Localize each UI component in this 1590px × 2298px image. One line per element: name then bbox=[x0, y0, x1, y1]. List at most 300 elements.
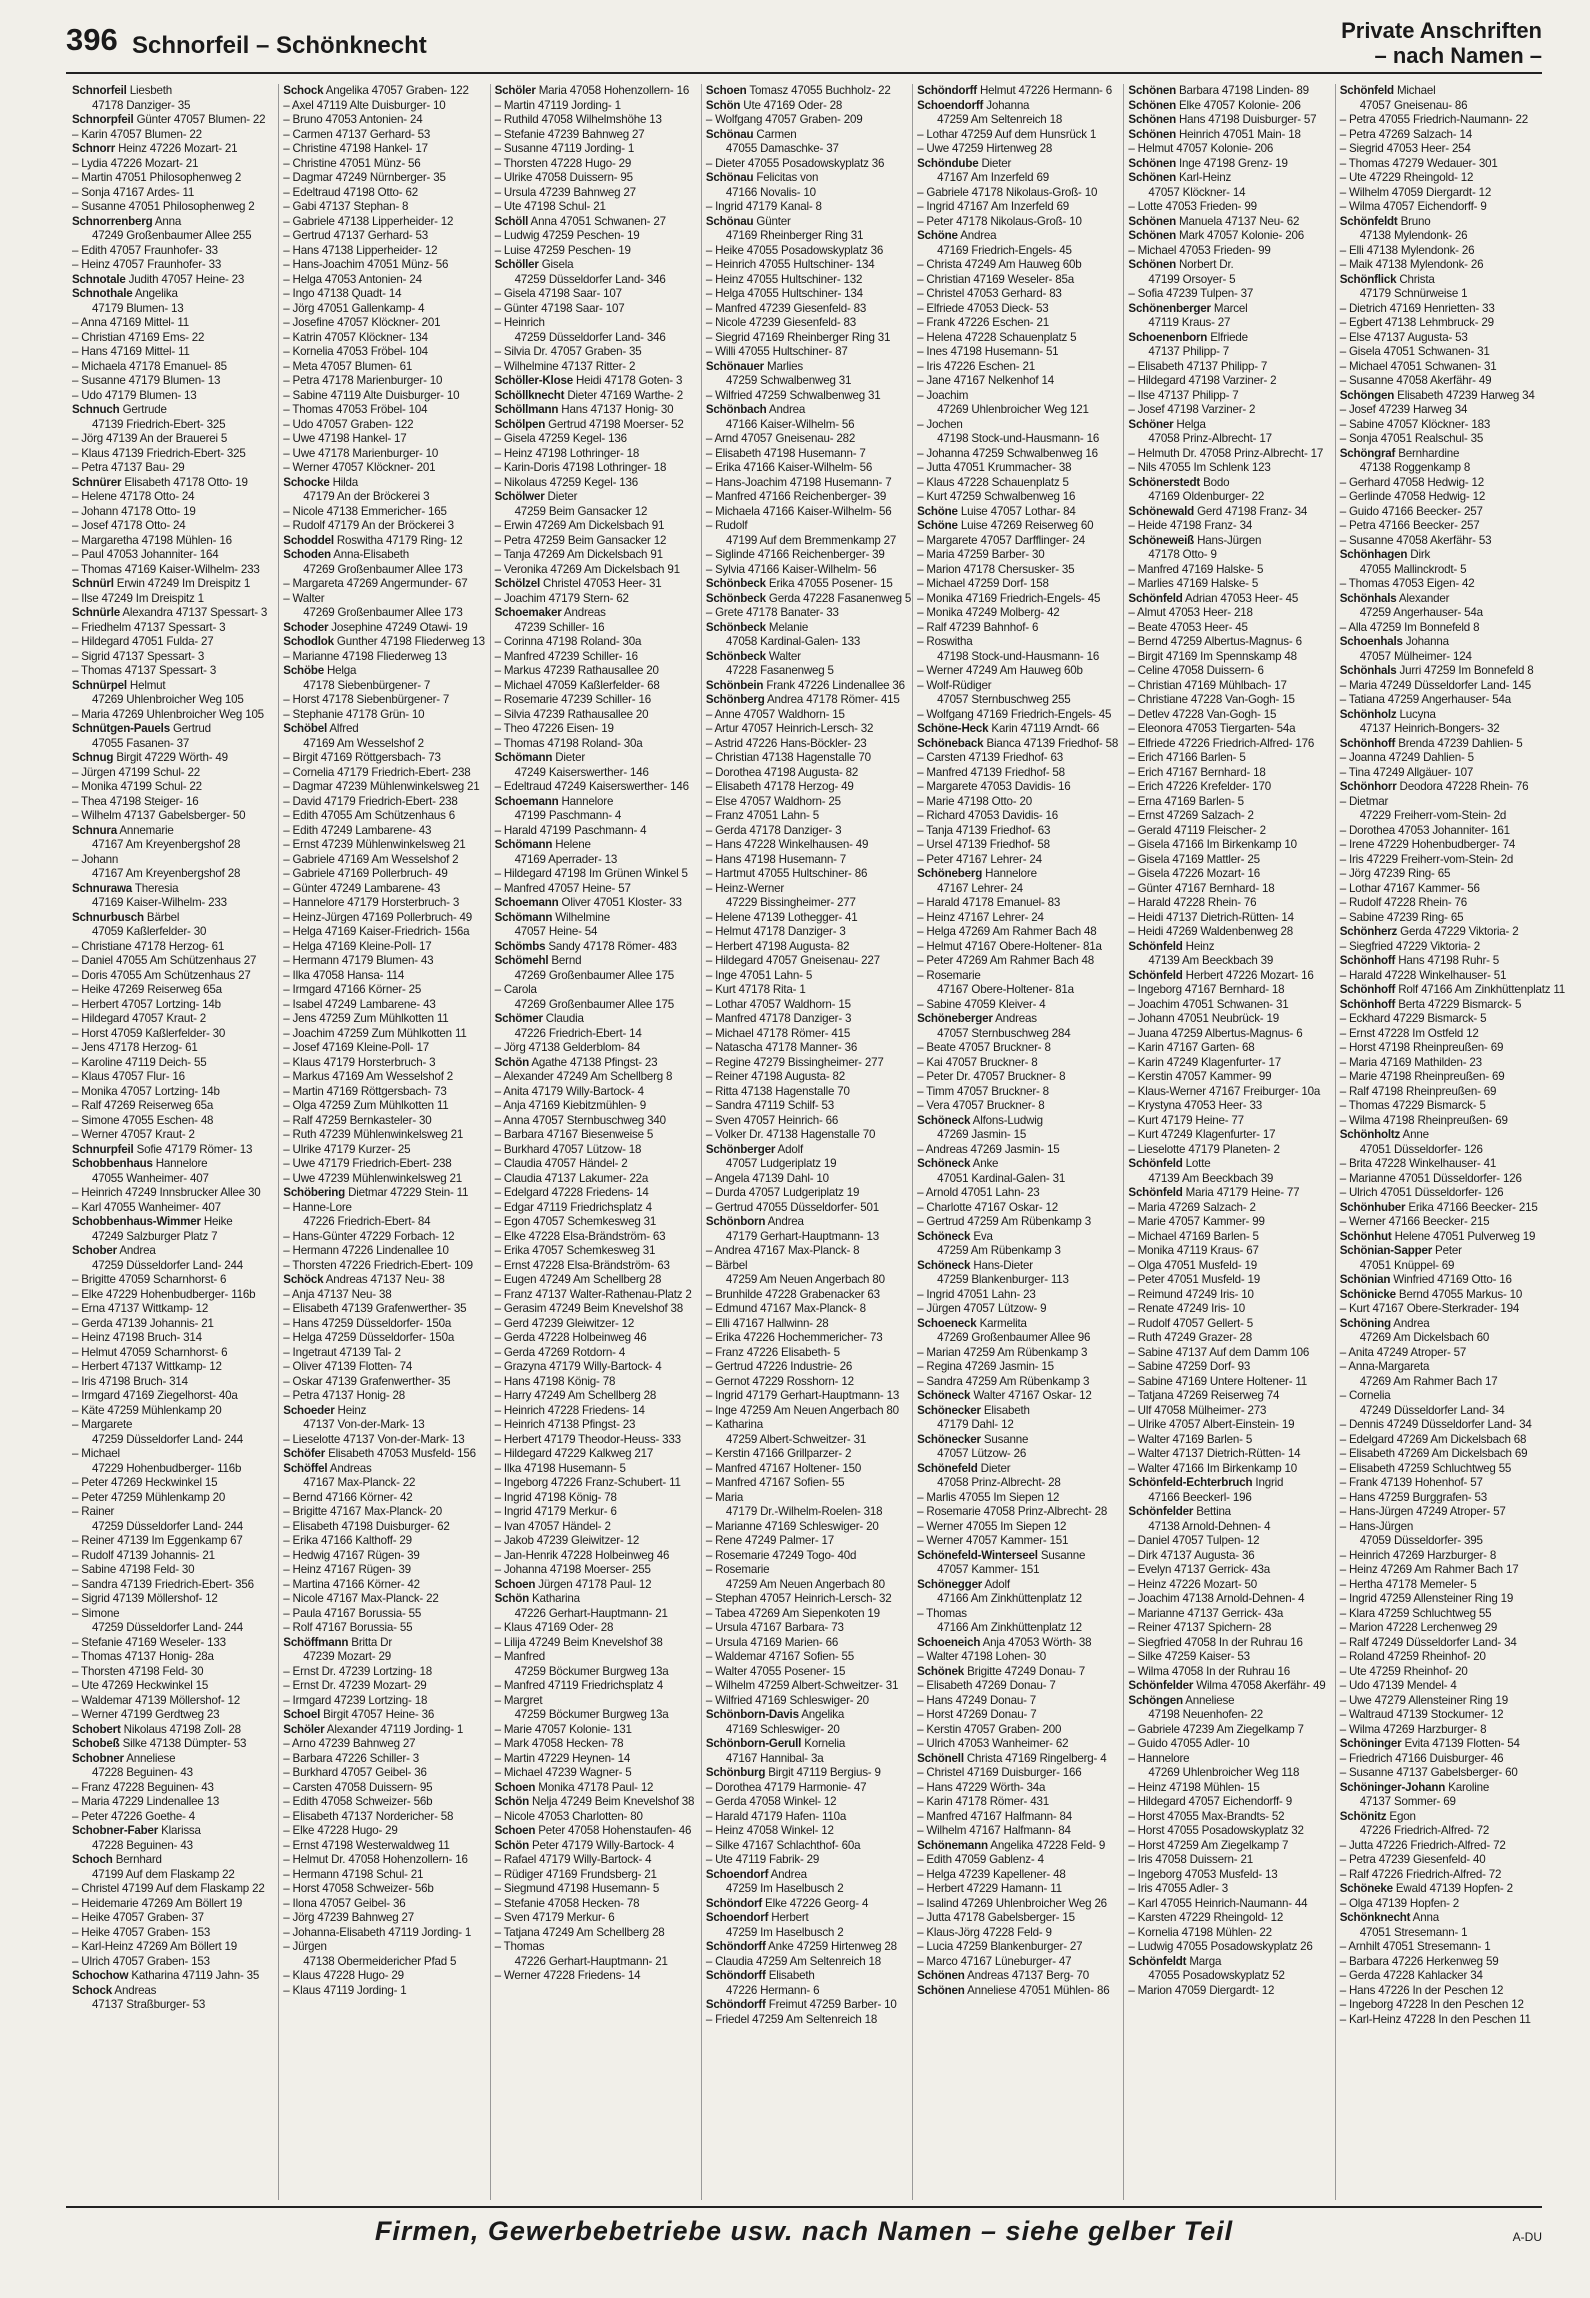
entry-detail: Anneliese 47051 Mühlen- 86 bbox=[964, 1983, 1110, 1997]
directory-subentry: – Dieter 47055 Posadowskyplatz 36 bbox=[705, 156, 885, 170]
directory-subentry: – Uwe 47179 Friedrich-Ebert- 238 bbox=[283, 1157, 452, 1170]
address-continuation: 47179 Dahl- 12 bbox=[937, 1418, 1014, 1431]
entry-detail: Gisela bbox=[538, 258, 574, 271]
address-continuation: 47269 Am Dickelsbach 60 bbox=[1359, 1331, 1490, 1344]
directory-subentry: – Eugen 47249 Am Schellberg 28 bbox=[494, 1273, 662, 1286]
directory-entry bbox=[72, 911, 274, 926]
directory-subentry: – Regine 47279 Bissingheimer- 277 bbox=[705, 1055, 884, 1069]
directory-subentry: – Heike 47269 Reiserweg 65a bbox=[72, 983, 222, 996]
directory-subentry: – Heinrich 47055 Hultschiner- 134 bbox=[705, 258, 875, 271]
directory-entry bbox=[1340, 447, 1542, 462]
entry-detail: Kornelia bbox=[801, 1737, 846, 1750]
directory-entry bbox=[495, 490, 697, 505]
directory-subentry: – Hans-Joachim 47198 Husemann- 7 bbox=[705, 475, 892, 489]
directory-subentry: – Gerda 47228 Kahlacker 34 bbox=[1339, 1969, 1483, 1982]
directory-entry bbox=[917, 1462, 1119, 1477]
directory-entry bbox=[917, 1404, 1119, 1419]
surname: Schöngen bbox=[1128, 1693, 1183, 1707]
directory-entry bbox=[495, 258, 697, 273]
directory-entry bbox=[1128, 157, 1330, 172]
entry-detail: Maria 47179 Heine- 77 bbox=[1182, 1186, 1300, 1199]
entry-detail: Karin 47119 Arndt- 66 bbox=[988, 722, 1100, 735]
directory-subentry: – Gerlinde 47058 Hedwig- 12 bbox=[1339, 490, 1486, 503]
entry-detail: Luise 47057 Lothar- 84 bbox=[957, 504, 1076, 518]
surname: Schöneberger bbox=[917, 1012, 993, 1025]
surname: Schönau bbox=[705, 171, 754, 184]
directory-subentry: – Nils 47055 Im Schlenk 123 bbox=[1128, 461, 1271, 474]
directory-entry bbox=[72, 476, 274, 491]
surname: Schönhals bbox=[1339, 664, 1397, 677]
directory-subentry: – Oskar 47139 Grafenwerther- 35 bbox=[283, 1374, 451, 1388]
directory-subentry: – Katrin 47057 Klöckner- 134 bbox=[283, 330, 428, 344]
directory-entry bbox=[917, 1259, 1119, 1274]
directory-subentry: – Juana 47259 Albertus-Magnus- 6 bbox=[1128, 1026, 1303, 1040]
directory-subentry: – Ursel 47139 Friedhof- 58 bbox=[917, 838, 1050, 851]
entry-detail: Andreas bbox=[327, 1461, 372, 1475]
directory-subentry: – Reiner 47137 Spichern- 28 bbox=[1128, 1621, 1272, 1634]
surname: Schönicke bbox=[1339, 1287, 1396, 1301]
directory-entry bbox=[1340, 389, 1542, 404]
address-continuation: 47259 Im Haselbusch 2 bbox=[725, 1925, 844, 1939]
directory-subentry: – Sandra 47119 Schilf- 53 bbox=[705, 1099, 835, 1112]
directory-entry bbox=[917, 1114, 1119, 1129]
directory-subentry: – Joachim 47138 Arnold-Dehnen- 4 bbox=[1128, 1592, 1305, 1605]
entry-detail: Hilda bbox=[329, 475, 359, 489]
directory-subentry: – Harald 47228 Winkelhauser- 51 bbox=[1339, 968, 1507, 982]
address-continuation: 47249 Düsseldorfer Land- 34 bbox=[1359, 1403, 1505, 1417]
directory-subentry: – Gertrud 47259 Am Rübenkamp 3 bbox=[917, 1215, 1091, 1228]
surname: Schoder bbox=[283, 620, 329, 634]
surname: Schöler bbox=[494, 84, 536, 97]
directory-entry bbox=[72, 882, 274, 897]
entry-detail: Liesbeth bbox=[126, 84, 172, 97]
directory-subentry: – Wolf-Rüdiger bbox=[917, 678, 992, 692]
surname: Schocke bbox=[283, 475, 330, 489]
entry-detail: Brigitte 47249 Donau- 7 bbox=[964, 1664, 1085, 1678]
directory-subentry: – Werner 47228 Friedens- 14 bbox=[494, 1969, 641, 1982]
surname: Schönbeck bbox=[705, 620, 766, 634]
surname: Schnurpfeil bbox=[72, 1142, 134, 1156]
entry-detail: Anneliese bbox=[123, 1751, 176, 1765]
directory-subentry: – Sabine 47239 Ring- 65 bbox=[1339, 910, 1464, 924]
directory-subentry: – Alexander 47249 Am Schellberg 8 bbox=[494, 1070, 673, 1083]
directory-entry bbox=[1340, 635, 1542, 650]
address-continuation: 47058 Kardinal-Galen- 133 bbox=[725, 635, 861, 648]
surname: Schöndorff bbox=[705, 1969, 766, 1982]
directory-subentry: – Ingeborg 47228 In den Peschen 12 bbox=[1339, 1998, 1524, 2011]
directory-subentry: – Maria bbox=[705, 1490, 744, 1504]
entry-detail: Marga bbox=[1186, 1954, 1222, 1968]
directory-subentry: – Christel 47169 Duisburger- 166 bbox=[917, 1766, 1082, 1779]
directory-subentry: – Tatiana 47259 Angerhauser- 54a bbox=[1339, 693, 1511, 706]
surname: Schoenenborn bbox=[1128, 330, 1208, 344]
directory-subentry: – Carsten 47058 Duissern- 95 bbox=[283, 1780, 433, 1794]
surname: Schönherz bbox=[1339, 925, 1398, 938]
directory-subentry: – Klaus-Jörg 47228 Feld- 9 bbox=[917, 1925, 1052, 1939]
surname: Schönknecht bbox=[1339, 1911, 1411, 1924]
address-continuation: 47169 Kaiser-Wilhelm- 233 bbox=[92, 896, 227, 909]
directory-subentry: – Andreas 47269 Jasmin- 15 bbox=[917, 1142, 1060, 1156]
directory-subentry: – Manfred 47057 Heine- 57 bbox=[494, 881, 631, 895]
directory-subentry: – Birgit 47169 Röttgersbach- 73 bbox=[283, 751, 441, 764]
surname: Schöll bbox=[494, 214, 529, 228]
directory-entry bbox=[72, 1969, 274, 1984]
address-continuation: 47167 Max-Planck- 22 bbox=[303, 1476, 416, 1489]
directory-subentry: – Petra 47178 Marienburger- 10 bbox=[283, 374, 443, 387]
entry-detail: Birgit 47057 Heine- 36 bbox=[320, 1708, 435, 1721]
directory-subentry: – Ruth 47239 Mühlenwinkelsweg 21 bbox=[283, 1128, 464, 1141]
directory-subentry: – Roland 47259 Rheinhof- 20 bbox=[1339, 1650, 1486, 1663]
directory-subentry: – Johanna-Elisabeth 47119 Jording- 1 bbox=[283, 1925, 472, 1939]
directory-subentry: – Karin 47249 Klagenfurter- 17 bbox=[1128, 1055, 1281, 1069]
directory-subentry: – Elfriede 47226 Friedrich-Alfred- 176 bbox=[1128, 736, 1315, 750]
directory-subentry: – Thomas bbox=[917, 1606, 967, 1620]
directory-subentry: – Manfred 47167 Halfmann- 84 bbox=[917, 1809, 1073, 1823]
directory-entry bbox=[706, 621, 908, 636]
directory-subentry: – Helga 47269 Am Rahmer Bach 48 bbox=[917, 925, 1097, 938]
address-continuation: 47139 Am Beeckbach 39 bbox=[1148, 954, 1274, 967]
directory-subentry: – Ulrike 47179 Kurzer- 25 bbox=[283, 1142, 411, 1156]
address-continuation: 47259 Am Neuen Angerbach 80 bbox=[725, 1577, 885, 1591]
directory-subentry: – Kurt 47178 Rita- 1 bbox=[705, 983, 806, 996]
directory-subentry: – Elisabeth 47269 Donau- 7 bbox=[917, 1679, 1056, 1692]
directory-entry bbox=[1340, 1201, 1542, 1216]
directory-subentry: – Edith 47059 Gablenz- 4 bbox=[917, 1853, 1044, 1866]
address-continuation: 47229 Bissingheimer- 277 bbox=[725, 896, 856, 909]
surname: Schöne bbox=[917, 504, 958, 518]
address-continuation: 47169 Friedrich-Engels- 45 bbox=[937, 243, 1072, 257]
directory-entry bbox=[283, 534, 485, 549]
directory-entry bbox=[1340, 737, 1542, 752]
address-continuation: 47179 Gerhart-Hauptmann- 13 bbox=[725, 1229, 879, 1243]
directory-subentry: – Rudolf bbox=[705, 519, 748, 532]
entry-detail: Elke 47226 Georg- 4 bbox=[762, 1896, 869, 1910]
directory-subentry: – Horst 47269 Donau- 7 bbox=[917, 1708, 1037, 1721]
directory-subentry: – Hans-Günter 47229 Forbach- 12 bbox=[283, 1229, 455, 1243]
entry-detail: Anna bbox=[152, 214, 182, 228]
directory-subentry: – Elisabeth 47198 Duisburger- 62 bbox=[283, 1519, 450, 1533]
directory-subentry: – Maria 47169 Mathilden- 23 bbox=[1339, 1055, 1482, 1069]
directory-subentry: – Sabine 47119 Alte Duisburger- 10 bbox=[283, 388, 460, 402]
directory-subentry: – Ivan 47057 Händel- 2 bbox=[494, 1519, 611, 1533]
entry-detail: Alexander 47119 Jording- 1 bbox=[324, 1722, 464, 1736]
address-continuation: 47226 Hermann- 6 bbox=[725, 1983, 820, 1997]
entry-detail: Gerda 47229 Viktoria- 2 bbox=[1397, 925, 1519, 938]
directory-subentry: – Thorsten 47198 Feld- 30 bbox=[72, 1664, 204, 1678]
surname: Schnuch bbox=[72, 403, 120, 416]
directory-subentry: – Daniel 47055 Am Schützenhaus 27 bbox=[72, 954, 257, 967]
directory-subentry: – Karin 47178 Römer- 431 bbox=[917, 1795, 1049, 1808]
entry-detail: Nelja 47249 Beim Knevelshof 38 bbox=[529, 1795, 695, 1808]
surname: Schoenhals bbox=[1339, 635, 1403, 648]
directory-entry bbox=[1340, 1317, 1542, 1332]
directory-subentry: – Hermann 47198 Schul- 21 bbox=[283, 1867, 424, 1881]
surname: Schober bbox=[72, 1244, 117, 1257]
directory-subentry: – Heinz 47198 Lothringer- 18 bbox=[494, 446, 640, 460]
directory-subentry: – Maria 47269 Uhlenbroicher Weg 105 bbox=[72, 707, 264, 721]
directory-subentry: – Helga 47239 Kapellener- 48 bbox=[917, 1867, 1066, 1881]
directory-entry bbox=[1340, 1244, 1542, 1259]
directory-subentry: – Corinna 47198 Roland- 30a bbox=[494, 635, 642, 648]
directory-subentry: – Helmut 47167 Obere-Holtener- 81a bbox=[917, 939, 1102, 953]
entry-detail: Lucyna bbox=[1396, 707, 1436, 721]
directory-entry bbox=[917, 1389, 1119, 1404]
directory-subentry: – Heinz 47198 Bruch- 314 bbox=[72, 1331, 202, 1344]
directory-subentry: – Uwe 47279 Allensteiner Ring 19 bbox=[1339, 1693, 1508, 1707]
directory-subentry: – Klaus 47139 Friedrich-Ebert- 325 bbox=[72, 446, 246, 460]
directory-subentry: – Thomas bbox=[494, 1940, 545, 1953]
directory-entry bbox=[917, 1636, 1119, 1651]
directory-subentry: – Kerstin 47057 Kammer- 99 bbox=[1128, 1070, 1272, 1083]
directory-subentry: – Irene 47229 Hohenbudberger- 74 bbox=[1339, 838, 1516, 851]
directory-entry bbox=[1128, 1157, 1330, 1172]
directory-subentry: – Elisabeth 47137 Philipp- 7 bbox=[1128, 359, 1268, 373]
directory-subentry: – Nicole 47167 Max-Planck- 22 bbox=[283, 1592, 439, 1605]
directory-subentry: – Helmut 47178 Danziger- 3 bbox=[705, 925, 846, 938]
directory-entry bbox=[283, 84, 485, 99]
entry-detail: Berta 47229 Bismarck- 5 bbox=[1395, 997, 1522, 1011]
surname: Schöck bbox=[283, 1273, 324, 1286]
directory-subentry: – Thorsten 47226 Friedrich-Ebert- 109 bbox=[283, 1258, 473, 1272]
surname: Schönborn bbox=[705, 1215, 766, 1228]
directory-subentry: – Iris 47058 Duissern- 21 bbox=[1128, 1853, 1253, 1866]
directory-subentry: – Dorothea 47053 Johanniter- 161 bbox=[1339, 823, 1510, 837]
address-continuation: 47178 Siebenbürgener- 7 bbox=[303, 678, 431, 692]
directory-subentry: – Dorothea 47179 Harmonie- 47 bbox=[705, 1780, 867, 1794]
directory-subentry: – Heidi 47269 Waldenbenweg 28 bbox=[1128, 925, 1293, 938]
directory-subentry: – Margarete 47057 Darfflinger- 24 bbox=[917, 533, 1085, 547]
directory-subentry: – Siegrid 47053 Heer- 254 bbox=[1339, 142, 1471, 155]
directory-subentry: – Ingeborg 47167 Bernhard- 18 bbox=[1128, 983, 1285, 996]
surname: Schöne bbox=[917, 229, 958, 242]
directory-subentry: – Jan-Henrik 47228 Holbeinweg 46 bbox=[494, 1548, 670, 1562]
entry-detail: Nikolaus 47198 Zoll- 28 bbox=[120, 1722, 241, 1736]
surname: Schöbering bbox=[283, 1186, 346, 1199]
directory-subentry: – Barbara 47226 Herkenweg 59 bbox=[1339, 1954, 1499, 1968]
surname: Schoemann bbox=[494, 896, 559, 909]
directory-entry bbox=[917, 84, 1119, 99]
directory-subentry: – Werner 47249 Am Hauweg 60b bbox=[917, 664, 1083, 677]
directory-entry bbox=[917, 99, 1119, 114]
entry-detail: Elfriede bbox=[1207, 330, 1248, 344]
directory-subentry: – Manfred 47169 Halske- 5 bbox=[1128, 562, 1264, 576]
surname: Schochow bbox=[72, 1969, 129, 1982]
directory-subentry: – Werner 47057 Kammer- 151 bbox=[917, 1534, 1069, 1547]
address-continuation: 47055 Posadowskyplatz 52 bbox=[1148, 1969, 1285, 1982]
entry-detail: Evita 47139 Flotten- 54 bbox=[1401, 1737, 1520, 1750]
entry-detail: Gerd 47198 Franz- 34 bbox=[1194, 504, 1308, 518]
directory-subentry: – Lieselotte 47137 Von-der-Mark- 13 bbox=[283, 1432, 465, 1446]
directory-entry bbox=[72, 1215, 274, 1230]
directory-subentry: – Elfriede 47053 Dieck- 53 bbox=[917, 301, 1049, 315]
directory-entry bbox=[72, 577, 274, 592]
directory-entry bbox=[706, 1737, 908, 1752]
address-continuation: 47269 Uhlenbroicher Weg 121 bbox=[937, 403, 1089, 416]
directory-subentry: – Klara 47259 Schluchtweg 55 bbox=[1339, 1606, 1492, 1620]
surname: Schöning bbox=[1339, 1316, 1391, 1330]
entry-detail: Ewald 47139 Hopfen- 2 bbox=[1392, 1882, 1513, 1895]
entry-detail: Jurri 47259 Im Bonnefeld 8 bbox=[1396, 664, 1534, 677]
surname: Schönemann bbox=[917, 1838, 988, 1852]
directory-subentry: – Anja 47169 Kiebitzmühlen- 9 bbox=[494, 1099, 647, 1112]
surname: Schön bbox=[494, 1838, 529, 1852]
directory-subentry: – Christian 47169 Weseler- 85a bbox=[917, 272, 1074, 286]
directory-subentry: – Harry 47249 Am Schellberg 28 bbox=[494, 1389, 657, 1402]
surname: Schock bbox=[72, 1983, 113, 1997]
directory-subentry: – Christa 47249 Am Hauweg 60b bbox=[917, 258, 1082, 271]
surname: Schönborn-Davis bbox=[705, 1708, 799, 1721]
directory-subentry: – Isalind 47269 Uhlenbroicher Weg 26 bbox=[917, 1896, 1107, 1910]
surname: Schöneweiß bbox=[1128, 533, 1195, 547]
surname: Schnütgen-Pauels bbox=[72, 722, 170, 735]
directory-subentry: – Iris 47055 Adler- 3 bbox=[1128, 1882, 1228, 1895]
directory-subentry: – Sofia 47239 Tulpen- 37 bbox=[1128, 287, 1254, 300]
directory-subentry: – Rolf 47167 Borussia- 55 bbox=[283, 1621, 413, 1634]
address-continuation: 47228 Beguinen- 43 bbox=[92, 1838, 193, 1852]
entry-detail: Andrea bbox=[766, 403, 806, 416]
entry-detail: Heinz 47226 Mozart- 21 bbox=[115, 142, 238, 155]
address-continuation: 47051 Knüppel- 69 bbox=[1359, 1258, 1455, 1272]
entry-detail: Andreas bbox=[112, 1983, 157, 1997]
entry-detail: Andreas 47137 Berg- 70 bbox=[964, 1969, 1089, 1982]
surname: Schöllmann bbox=[494, 403, 559, 416]
directory-subentry: – Marion 47228 Lerchenweg 29 bbox=[1339, 1621, 1498, 1634]
directory-subentry: – Siegrid 47169 Rheinberger Ring 31 bbox=[705, 330, 891, 344]
directory-subentry: – Barbara 47167 Biesenweise 5 bbox=[494, 1128, 654, 1141]
surname: Schönfeld bbox=[1339, 84, 1394, 97]
address-continuation: 47137 Straßburger- 53 bbox=[92, 1998, 206, 2011]
directory-subentry: – Heike 47057 Graben- 37 bbox=[72, 1911, 204, 1924]
directory-subentry: – Erika 47166 Kalthoff- 29 bbox=[283, 1534, 412, 1547]
surname: Schodlok bbox=[283, 635, 334, 648]
address-continuation: 47167 Am Inzerfeld 69 bbox=[937, 171, 1049, 184]
surname: Schobbenhaus bbox=[72, 1157, 153, 1170]
directory-subentry: – Helga 47053 Antonien- 24 bbox=[283, 272, 422, 286]
surname: Schöneback bbox=[917, 736, 984, 750]
directory-subentry: – Erika 47226 Hochemmericher- 73 bbox=[705, 1331, 883, 1344]
directory-subentry: – Jörg 47239 Bahnweg 27 bbox=[283, 1911, 415, 1924]
directory-subentry: – Ulrike 47058 Duissern- 95 bbox=[494, 171, 633, 184]
entry-detail: Erika 47166 Beecker- 215 bbox=[1405, 1200, 1538, 1214]
directory-entry bbox=[72, 215, 274, 230]
entry-detail: Hannelore bbox=[982, 867, 1037, 880]
directory-subentry: – Klaus 47169 Oder- 28 bbox=[494, 1621, 614, 1634]
directory-subentry: – Elisabeth 47259 Schluchtweg 55 bbox=[1339, 1461, 1512, 1475]
surname: Schön bbox=[494, 1055, 529, 1069]
directory-entry bbox=[495, 838, 697, 853]
entry-detail: Dirk bbox=[1407, 548, 1431, 561]
entry-detail: Agathe 47138 Pfingst- 23 bbox=[529, 1055, 658, 1069]
directory-entry bbox=[1340, 1230, 1542, 1245]
surname: Schönfeld bbox=[1128, 939, 1183, 953]
directory-subentry: – Ilka 47198 Husemann- 5 bbox=[494, 1461, 626, 1475]
entry-detail: Andreas 47137 Neu- 38 bbox=[323, 1273, 445, 1286]
directory-subentry: – Anna-Margareta bbox=[1339, 1360, 1430, 1373]
address-continuation: 47055 Wanheimer- 407 bbox=[92, 1171, 209, 1185]
directory-subentry: – Heinz 47198 Mühlen- 15 bbox=[1128, 1780, 1260, 1794]
directory-subentry: – Tatjana 47249 Am Schellberg 28 bbox=[494, 1925, 665, 1939]
entry-detail: Manuela 47137 Neu- 62 bbox=[1175, 214, 1300, 228]
section-title-line1: Private Anschriften bbox=[1341, 18, 1542, 43]
directory-entry bbox=[706, 1969, 908, 1984]
directory-subentry: – Hildegard 47057 Eichendorff- 9 bbox=[1128, 1795, 1292, 1808]
directory-subentry: – Jane 47167 Nelkenhof 14 bbox=[917, 374, 1054, 387]
surname: Schölwer bbox=[494, 490, 545, 503]
surname: Schoen bbox=[705, 84, 747, 97]
entry-detail: Oliver 47051 Kloster- 33 bbox=[558, 896, 682, 909]
entry-detail: Karl-Heinz bbox=[1175, 171, 1232, 184]
directory-subentry: – Doris 47055 Am Schützenhaus 27 bbox=[72, 968, 251, 982]
footer-note: Firmen, Gewerbebetriebe usw. nach Namen – siehe gelber Teil bbox=[374, 2216, 1234, 2246]
directory-entry bbox=[495, 795, 697, 810]
directory-subentry: – Ute 47259 Rheinhof- 20 bbox=[1339, 1664, 1468, 1678]
directory-entry bbox=[1128, 1955, 1330, 1970]
directory-subentry: – Thomas 47229 Bismarck- 5 bbox=[1339, 1099, 1486, 1112]
address-continuation: 47138 Roggenkamp 8 bbox=[1359, 461, 1471, 474]
directory-subentry: – Horst 47198 Rheinpreußen- 69 bbox=[1339, 1041, 1504, 1054]
address-continuation: 47138 Mylendonk- 26 bbox=[1359, 229, 1468, 242]
header-rule bbox=[66, 72, 1542, 74]
directory-entry bbox=[1340, 954, 1542, 969]
directory-subentry: – Klaus 47119 Jording- 1 bbox=[283, 1983, 407, 1997]
address-continuation: 47269 Großenbaumer Allee 173 bbox=[303, 606, 463, 619]
surname: Schön bbox=[494, 1592, 529, 1605]
address-continuation: 47167 Obere-Holtener- 81a bbox=[937, 983, 1074, 996]
directory-subentry: – Manfred 47239 Schiller- 16 bbox=[494, 649, 638, 663]
directory-subentry: – Werner 47055 Im Siepen 12 bbox=[917, 1519, 1067, 1533]
address-continuation: 47199 Auf dem Flaskamp 22 bbox=[92, 1867, 235, 1881]
directory-subentry: – Helmuth Dr. 47058 Prinz-Albrecht- 17 bbox=[1128, 446, 1324, 460]
directory-subentry: – Thomas 47169 Kaiser-Wilhelm- 233 bbox=[72, 562, 260, 576]
directory-subentry: – Marian 47259 Am Rübenkamp 3 bbox=[917, 1345, 1088, 1359]
address-continuation: 47259 Am Seltenreich 18 bbox=[937, 113, 1063, 126]
directory-subentry: – Wilfried 47169 Schleswiger- 20 bbox=[705, 1693, 869, 1707]
directory-subentry: – Iris 47226 Eschen- 21 bbox=[917, 359, 1035, 373]
directory-subentry: – Petra 47166 Beecker- 257 bbox=[1339, 519, 1480, 532]
surname: Schönhut bbox=[1339, 1229, 1392, 1243]
surname: Schöne-Heck bbox=[917, 722, 989, 735]
directory-subentry: – Edith 47055 Am Schützenhaus 6 bbox=[283, 809, 455, 822]
directory-subentry: – Erika 47057 Schemkesweg 31 bbox=[494, 1244, 656, 1257]
directory-subentry: – Celine 47058 Duissern- 6 bbox=[1128, 664, 1264, 677]
entry-detail: Klarissa bbox=[158, 1824, 201, 1837]
directory-entry bbox=[1128, 331, 1330, 346]
directory-subentry: – Ingetraut 47139 Tal- 2 bbox=[283, 1345, 401, 1359]
address-continuation: 47167 Am Kreyenbergshof 28 bbox=[92, 867, 241, 880]
directory-subentry: – Walter 47055 Posener- 15 bbox=[705, 1664, 846, 1678]
directory-entry bbox=[1128, 258, 1330, 273]
directory-subentry: – Joachim 47179 Stern- 62 bbox=[494, 591, 629, 605]
address-continuation: 47055 Mallinckrodt- 5 bbox=[1359, 562, 1467, 576]
directory-subentry: – Dorothea 47198 Augusta- 82 bbox=[705, 765, 859, 779]
directory-subentry: – Durda 47057 Ludgeriplatz 19 bbox=[705, 1186, 860, 1199]
directory-subentry: – Paula 47167 Borussia- 55 bbox=[283, 1606, 422, 1620]
directory-subentry: – Bernd 47259 Albertus-Magnus- 6 bbox=[1128, 635, 1302, 648]
directory-subentry: – Heidemarie 47269 Am Böllert 19 bbox=[72, 1896, 243, 1910]
directory-subentry: – Monika 47169 Friedrich-Engels- 45 bbox=[917, 591, 1101, 605]
directory-subentry: – Timm 47057 Bruckner- 8 bbox=[917, 1084, 1049, 1098]
directory-subentry: – Rainer bbox=[72, 1505, 115, 1518]
directory-subentry: – Hildegard 47198 Im Grünen Winkel 5 bbox=[494, 867, 688, 880]
directory-subentry: – Gisela 47169 Mattler- 25 bbox=[1128, 852, 1260, 866]
directory-entry bbox=[706, 215, 908, 230]
address-continuation: 47179 Blumen- 13 bbox=[92, 301, 184, 315]
entry-detail: Bernd 47055 Markus- 10 bbox=[1395, 1287, 1523, 1301]
directory-subentry: – Anna 47169 Mittel- 11 bbox=[72, 316, 190, 329]
directory-subentry: – Elke 47229 Hohenbudberger- 116b bbox=[72, 1287, 256, 1301]
directory-subentry: – Thomas 47279 Wedauer- 301 bbox=[1339, 156, 1498, 170]
directory-subentry: – Sonja 47167 Ardes- 11 bbox=[72, 185, 195, 199]
